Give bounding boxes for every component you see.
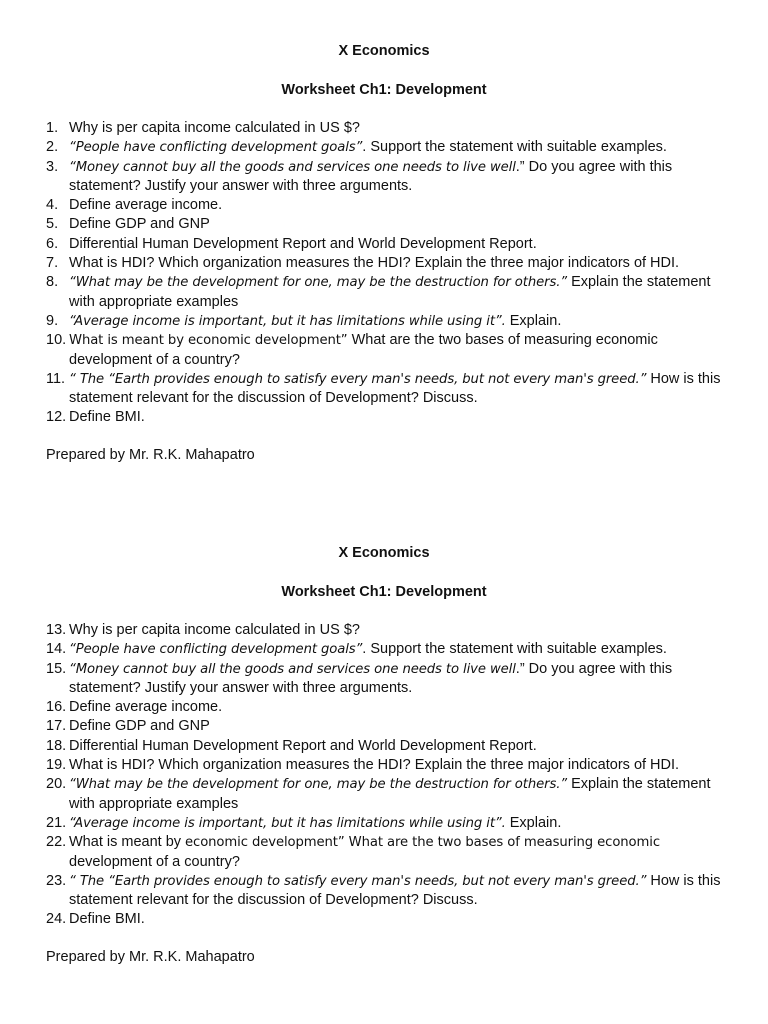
prepared-by: Prepared by Mr. R.K. Mahapatro: [46, 948, 255, 965]
question-item: [0, 138, 768, 157]
question-text: Why is per capita income calculated in US $?: [69, 120, 360, 136]
question-text: Define GDP and GNP: [69, 216, 210, 233]
question-item: [0, 775, 768, 814]
worksheet-copy-2: [0, 544, 768, 967]
question-number: 16.: [46, 699, 67, 716]
question-number: 8.: [46, 274, 59, 291]
question-number: 23.: [46, 872, 67, 889]
question-item: [0, 235, 768, 254]
question-item: [0, 158, 768, 197]
question-text: Define BMI.: [69, 911, 145, 928]
question-item: [0, 814, 768, 833]
question-text: Define GDP and GNP: [69, 718, 210, 735]
question-number: 18.: [46, 737, 67, 754]
question-text: “What may be the development for one, may be the destruction for others.”: [69, 777, 568, 793]
question-text: .” Do you agree with this statement? Justify your answer with three arguments.: [69, 158, 673, 194]
question-text: What is meant by economic development”: [69, 333, 348, 349]
worksheet-copy-1: [0, 42, 768, 465]
question-text: Define average income.: [69, 197, 223, 214]
question-number: 6.: [46, 235, 59, 252]
question-item: [0, 331, 768, 370]
question-item: [0, 312, 768, 331]
question-number: 20.: [46, 776, 67, 793]
question-text: What is meant by: [69, 834, 186, 851]
question-text: Explain the statement with appropriate examples: [69, 776, 711, 812]
question-item: [0, 215, 768, 234]
question-number: 11.: [46, 370, 66, 387]
worksheet-title: Worksheet Ch1: Development: [281, 584, 487, 600]
question-number: 14.: [46, 641, 67, 658]
question-item: [0, 254, 768, 273]
question-number: 5.: [46, 216, 59, 233]
question-item: [0, 660, 768, 699]
question-number: 2.: [46, 139, 59, 156]
question-item: [0, 621, 768, 640]
question-text: Differential Human Development Report and World Development Report.: [69, 235, 537, 252]
question-text: What are the two bases of measuring economic development of a country?: [69, 332, 658, 368]
question-text: Define BMI.: [69, 409, 145, 426]
question-text: “People have conflicting development goals”: [69, 140, 363, 156]
question-text: Why is per capita income calculated in US $?: [69, 622, 360, 638]
question-item: [0, 737, 768, 756]
prepared-by: Prepared by Mr. R.K. Mahapatro: [46, 446, 255, 463]
question-item: [0, 756, 768, 775]
question-text: economic development” What are the two bases of measuring economic: [185, 835, 660, 851]
question-text: “Money cannot buy all the goods and services: [69, 661, 375, 677]
question-text: .” Do you agree with this statement? Justify your answer with three arguments.: [69, 660, 673, 696]
question-list: [0, 119, 768, 428]
question-text: development of a country?: [69, 853, 240, 870]
question-number: 22.: [46, 834, 67, 851]
question-text: “People have conflicting development goals”: [69, 642, 363, 658]
question-item: [0, 698, 768, 717]
question-text: . Support the statement with suitable examples.: [362, 641, 667, 658]
question-number: 4.: [46, 197, 59, 214]
question-text: Explain the statement with appropriate examples: [69, 274, 711, 310]
question-item: [0, 196, 768, 215]
question-text: “Money cannot buy all the goods and services one needs to live well: [69, 159, 516, 175]
question-list: [0, 621, 768, 930]
question-text: “ The “Earth provides enough to satisfy every man's needs, but not every man's greed.”: [69, 873, 647, 889]
question-number: 12.: [46, 409, 67, 426]
question-text: one needs to live well: [374, 661, 516, 677]
question-number: 21.: [46, 814, 67, 831]
question-number: 17.: [46, 718, 67, 735]
question-text: “Average income is important, but it has limitations while using it”.: [69, 815, 506, 831]
question-text: “Average income is important, but it has limitations while using it”.: [69, 313, 506, 329]
question-item: [0, 408, 768, 427]
question-text: “What may be the development for one, may be the destruction for others.”: [69, 275, 568, 291]
question-text: Differential Human Development Report and World Development Report.: [69, 737, 537, 754]
question-item: [0, 833, 768, 872]
question-item: [0, 370, 768, 409]
question-number: 24.: [46, 911, 67, 928]
question-item: [0, 119, 768, 138]
question-number: 15.: [46, 660, 67, 677]
question-number: 9.: [46, 312, 59, 329]
course-heading: X Economics: [338, 43, 430, 59]
course-heading: X Economics: [338, 545, 430, 561]
question-item: [0, 273, 768, 312]
question-text: How is this statement relevant for the discussion of Development? Discuss.: [69, 370, 721, 407]
question-item: [0, 910, 768, 929]
question-number: 1.: [46, 120, 59, 136]
question-text: What is HDI? Which organization measures the HDI? Explain the three major indicators of HDI.: [69, 255, 680, 272]
question-text: What is HDI? Which organization measures the HDI? Explain the three major indicators of HDI.: [69, 757, 680, 774]
question-text: Explain.: [505, 312, 562, 329]
question-number: 7.: [46, 255, 59, 272]
question-text: Explain.: [505, 814, 562, 831]
question-item: [0, 640, 768, 659]
worksheet-title: Worksheet Ch1: Development: [281, 82, 487, 98]
question-number: 19.: [46, 757, 67, 774]
question-item: [0, 717, 768, 736]
question-number: 13.: [46, 622, 67, 638]
question-item: [0, 872, 768, 911]
question-number: 3.: [46, 158, 59, 175]
question-text: Define average income.: [69, 699, 223, 716]
question-number: 10.: [46, 332, 67, 349]
question-text: “ The “Earth provides enough to satisfy every man's needs, but not every man's greed.”: [69, 371, 647, 387]
question-text: . Support the statement with suitable examples.: [362, 139, 667, 156]
question-text: How is this statement relevant for the discussion of Development? Discuss.: [69, 872, 721, 909]
